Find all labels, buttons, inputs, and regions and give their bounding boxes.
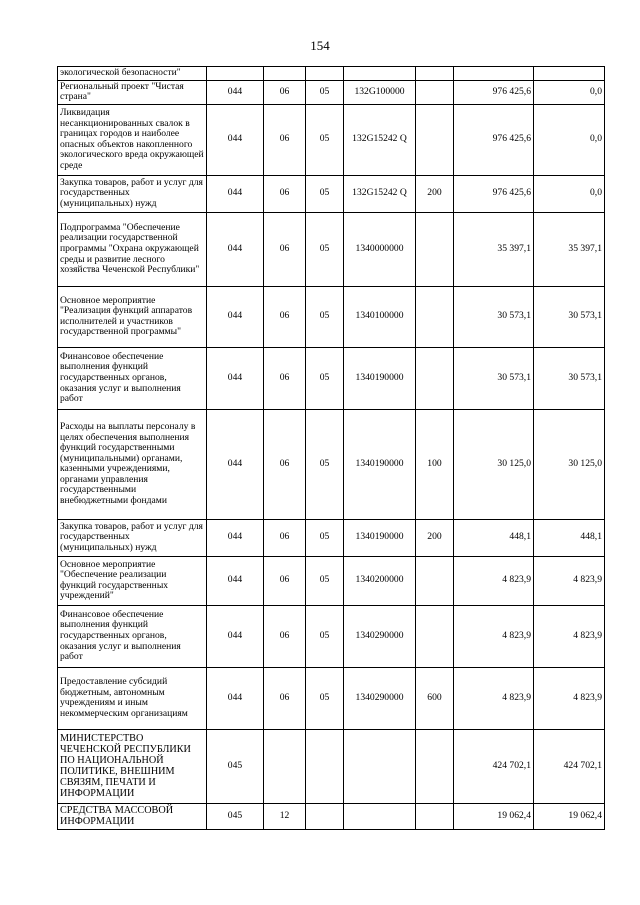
cell-pr: 05 xyxy=(306,212,344,286)
cell-vr xyxy=(416,104,454,175)
cell-vr xyxy=(416,80,454,104)
cell-vr: 600 xyxy=(416,667,454,729)
cell-sum-1: 30 573,1 xyxy=(454,286,534,347)
table-row xyxy=(58,729,605,803)
cell-sum-2: 0,0 xyxy=(534,104,605,175)
cell-ved: 045 xyxy=(207,729,264,803)
cell-vr xyxy=(416,347,454,409)
table-row xyxy=(58,347,605,409)
cell-pr: 05 xyxy=(306,104,344,175)
cell-rz: 06 xyxy=(264,212,306,286)
cell-csr: 1340290000 xyxy=(344,667,416,729)
table-row xyxy=(58,80,605,104)
cell-sum-1: 976 425,6 xyxy=(454,104,534,175)
cell-sum-2: 30 125,0 xyxy=(534,409,605,519)
cell-csr xyxy=(344,67,416,81)
cell-ved: 044 xyxy=(207,605,264,667)
cell-sum-1: 976 425,6 xyxy=(454,80,534,104)
table-row xyxy=(58,803,605,829)
row-name: Закупка товаров, работ и услуг для государственных (муниципальных) нужд xyxy=(58,175,207,212)
cell-sum-2: 4 823,9 xyxy=(534,605,605,667)
cell-pr: 05 xyxy=(306,80,344,104)
row-name: экологической безопасности" xyxy=(58,67,207,81)
cell-csr: 1340190000 xyxy=(344,519,416,556)
cell-vr xyxy=(416,556,454,605)
cell-sum-1: 424 702,1 xyxy=(454,729,534,803)
cell-ved: 044 xyxy=(207,175,264,212)
cell-pr: 05 xyxy=(306,409,344,519)
cell-pr: 05 xyxy=(306,347,344,409)
cell-ved: 044 xyxy=(207,286,264,347)
table-row xyxy=(58,667,605,729)
table-row xyxy=(58,104,605,175)
table-row xyxy=(58,409,605,519)
cell-rz: 06 xyxy=(264,519,306,556)
cell-sum-2: 424 702,1 xyxy=(534,729,605,803)
cell-sum-2: 4 823,9 xyxy=(534,556,605,605)
cell-csr: 132G15242 Q xyxy=(344,104,416,175)
cell-ved: 044 xyxy=(207,519,264,556)
cell-pr: 05 xyxy=(306,286,344,347)
cell-ved: 044 xyxy=(207,556,264,605)
cell-vr xyxy=(416,67,454,81)
cell-csr xyxy=(344,803,416,829)
cell-sum-1: 30 573,1 xyxy=(454,347,534,409)
row-name: Ликвидация несанкционированных свалок в границах городов и наиболее опасных объектов накопленного экологического вреда окружающей среде xyxy=(58,104,207,175)
row-name: Предоставление субсидий бюджетным, автономным учреждениям и иным некоммерческим организациям xyxy=(58,667,207,729)
row-name: Основное мероприятие "Реализация функций аппаратов исполнителей и участников государственной программы" xyxy=(58,286,207,347)
cell-sum-1: 976 425,6 xyxy=(454,175,534,212)
cell-rz: 06 xyxy=(264,667,306,729)
row-name: СРЕДСТВА МАССОВОЙ ИНФОРМАЦИИ xyxy=(58,803,207,829)
row-name: Региональный проект "Чистая страна" xyxy=(58,80,207,104)
cell-ved: 044 xyxy=(207,104,264,175)
cell-sum-2: 19 062,4 xyxy=(534,803,605,829)
cell-rz: 06 xyxy=(264,409,306,519)
page-number: 154 xyxy=(310,38,330,53)
cell-csr xyxy=(344,729,416,803)
cell-sum-2: 0,0 xyxy=(534,175,605,212)
cell-pr xyxy=(306,803,344,829)
cell-pr: 05 xyxy=(306,667,344,729)
cell-rz: 06 xyxy=(264,347,306,409)
cell-pr xyxy=(306,729,344,803)
row-name: Основное мероприятие "Обеспечение реализации функций государственных учреждений" xyxy=(58,556,207,605)
cell-pr xyxy=(306,67,344,81)
cell-vr xyxy=(416,729,454,803)
cell-sum-1 xyxy=(454,67,534,81)
cell-sum-2: 35 397,1 xyxy=(534,212,605,286)
cell-sum-1: 35 397,1 xyxy=(454,212,534,286)
cell-sum-1: 30 125,0 xyxy=(454,409,534,519)
table-row xyxy=(58,212,605,286)
cell-sum-2 xyxy=(534,67,605,81)
cell-sum-2: 4 823,9 xyxy=(534,667,605,729)
cell-sum-1: 4 823,9 xyxy=(454,605,534,667)
cell-csr: 132G100000 xyxy=(344,80,416,104)
cell-vr: 200 xyxy=(416,175,454,212)
row-name: Подпрограмма "Обеспечение реализации государственной программы "Охрана окружающей среды и развитие лесного хозяйства Чеченской Республики" xyxy=(58,212,207,286)
cell-vr xyxy=(416,286,454,347)
cell-ved: 044 xyxy=(207,667,264,729)
cell-vr: 100 xyxy=(416,409,454,519)
table-row xyxy=(58,175,605,212)
cell-vr xyxy=(416,212,454,286)
cell-rz: 06 xyxy=(264,80,306,104)
table-row xyxy=(58,286,605,347)
cell-ved xyxy=(207,67,264,81)
cell-ved: 044 xyxy=(207,80,264,104)
cell-ved: 044 xyxy=(207,347,264,409)
cell-sum-1: 4 823,9 xyxy=(454,667,534,729)
cell-sum-2: 30 573,1 xyxy=(534,286,605,347)
cell-pr: 05 xyxy=(306,556,344,605)
cell-rz xyxy=(264,729,306,803)
cell-sum-2: 30 573,1 xyxy=(534,347,605,409)
table-row xyxy=(58,519,605,556)
table-row xyxy=(58,556,605,605)
cell-sum-2: 0,0 xyxy=(534,80,605,104)
row-name: Расходы на выплаты персоналу в целях обеспечения выполнения функций государственными (муниципальными) органами, казенными учреждениями, органами управления государственными внебюджетными фондами xyxy=(58,409,207,519)
cell-ved: 045 xyxy=(207,803,264,829)
cell-rz: 06 xyxy=(264,556,306,605)
cell-pr: 05 xyxy=(306,175,344,212)
row-name: Финансовое обеспечение выполнения функций государственных органов, оказания услуг и выполнения работ xyxy=(58,605,207,667)
cell-sum-1: 4 823,9 xyxy=(454,556,534,605)
cell-rz: 06 xyxy=(264,104,306,175)
cell-pr: 05 xyxy=(306,519,344,556)
cell-csr: 1340290000 xyxy=(344,605,416,667)
row-name: Финансовое обеспечение выполнения функций государственных органов, оказания услуг и выполнения работ xyxy=(58,347,207,409)
cell-vr xyxy=(416,803,454,829)
cell-csr: 1340200000 xyxy=(344,556,416,605)
row-name: Закупка товаров, работ и услуг для государственных (муниципальных) нужд xyxy=(58,519,207,556)
cell-pr: 05 xyxy=(306,605,344,667)
cell-vr xyxy=(416,605,454,667)
cell-csr: 1340000000 xyxy=(344,212,416,286)
cell-rz: 06 xyxy=(264,605,306,667)
row-name: МИНИСТЕРСТВО ЧЕЧЕНСКОЙ РЕСПУБЛИКИ ПО НАЦИОНАЛЬНОЙ ПОЛИТИКЕ, ВНЕШНИМ СВЯЗЯМ, ПЕЧАТИ И ИНФОРМАЦИИ xyxy=(58,729,207,803)
cell-rz: 12 xyxy=(264,803,306,829)
cell-ved: 044 xyxy=(207,409,264,519)
cell-csr: 132G15242 Q xyxy=(344,175,416,212)
cell-csr: 1340190000 xyxy=(344,347,416,409)
cell-rz: 06 xyxy=(264,286,306,347)
cell-rz: 06 xyxy=(264,175,306,212)
cell-csr: 1340100000 xyxy=(344,286,416,347)
budget-table xyxy=(57,66,605,830)
cell-ved: 044 xyxy=(207,212,264,286)
cell-sum-1: 448,1 xyxy=(454,519,534,556)
cell-csr: 1340190000 xyxy=(344,409,416,519)
cell-vr: 200 xyxy=(416,519,454,556)
cell-sum-1: 19 062,4 xyxy=(454,803,534,829)
table-row xyxy=(58,605,605,667)
cell-sum-2: 448,1 xyxy=(534,519,605,556)
cell-rz xyxy=(264,67,306,81)
table-row xyxy=(58,67,605,81)
